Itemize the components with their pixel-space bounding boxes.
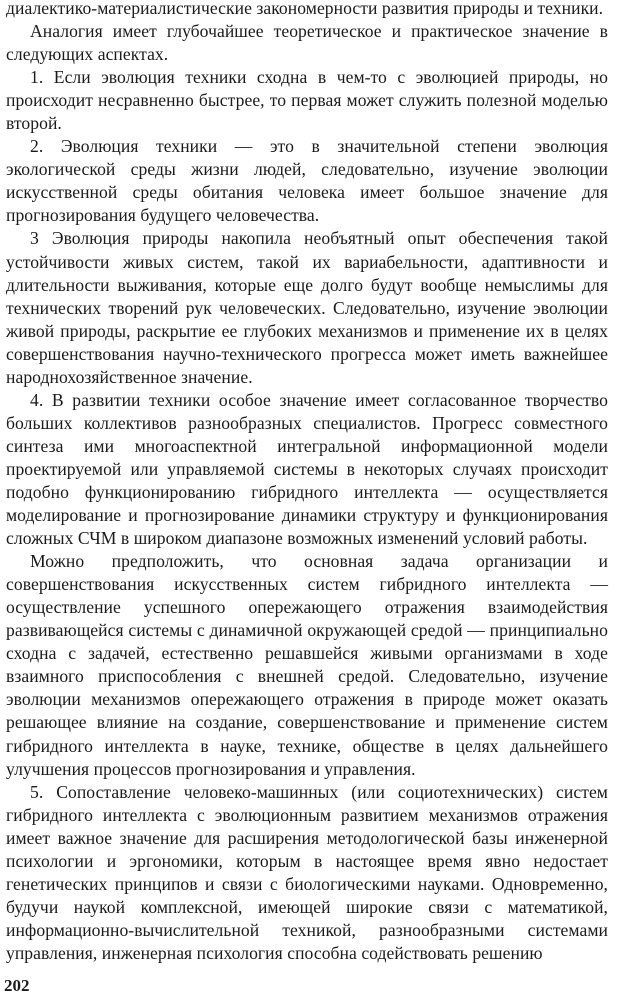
paragraph-continuation: диалектико-материалистические закономерности развития природы и техники. <box>6 0 604 18</box>
paragraph-point-5: 5. Сопоставление человеко-машинных (или социотехнических) систем гибридного интеллекта с эволюционным развитием механизмов отражения имеет важное значение для расширения методологической базы инженерной психологии и эргономики, которым в настоящее время явно недостает генетических принципов и связи с биологическими науками. Одновременно, будучи наукой комплексной, имеющей широкие связи с математикой, информационно-вычислительной техникой, разнообразными системами управления, инженерная психология способна содействовать решению <box>6 781 608 963</box>
page-number: 202 <box>4 976 30 995</box>
paragraph-point-3: 3 Эволюция природы накопила необъятный опыт обеспечения такой устойчивости живых систем, такой их вариабельности, адаптивности и длительности выживания, которые еще долго будут вообще немыслимы для технических творений рук человеческих. Следовательно, изучение эволюции живой природы, раскрытие ее глубоких механизмов и применение их в целях совершенствования научно-технического прогресса может иметь важнейшее народнохозяйственное значение. <box>6 228 608 387</box>
paragraph-analogy-intro: Аналогия имеет глубочайшее теоретическое и практическое значение в следующих аспектах. <box>6 21 608 65</box>
paragraph-hybrid-intellect: Можно предположить, что основная задача организации и совершенствования искусственных систем гибридного интеллекта — осуществление успешного опережающего отражения взаимодействия развивающейся системы с динамичной окружающей средой — принципиально сходна с задачей, естественно решавшейся живыми организмами в ходе взаимного приспособления с внешней средой. Следовательно, изучение эволюции механизмов опережающего отражения в природе может оказать решающее влияние на создание, совершенствование и применение систем гибридного интеллекта в науке, технике, обществе в целях дальнейшего улучшения процессов прогнозирования и управления. <box>6 551 608 779</box>
page-body-text <box>6 0 608 965</box>
paragraph-point-1: 1. Если эволюция техники сходна в чем-то с эволюцией природы, но происходит несравненно быстрее, то первая может служить полезной моделью второй. <box>6 67 608 134</box>
paragraph-point-2: 2. Эволюция техники — это в значительной степени эволюция экологической среды жизни людей, следовательно, изучение эволюции искусственной среды обитания человека имеет большое значение для прогнозирования будущего человечества. <box>6 136 608 226</box>
paragraph-point-4: 4. В развитии техники особое значение имеет согласованное творчество больших коллективов разнообразных специалистов. Прогресс совместного синтеза ими многоаспектной интегральной информационной модели проектируемой или управляемой системы в некоторых случаях происходит подобно функционированию гибридного интеллекта — осуществляется моделирование и прогнозирование динамики структуру и функционирования сложных СЧМ в широком диапазоне возможных изменений условий работы. <box>6 389 608 549</box>
